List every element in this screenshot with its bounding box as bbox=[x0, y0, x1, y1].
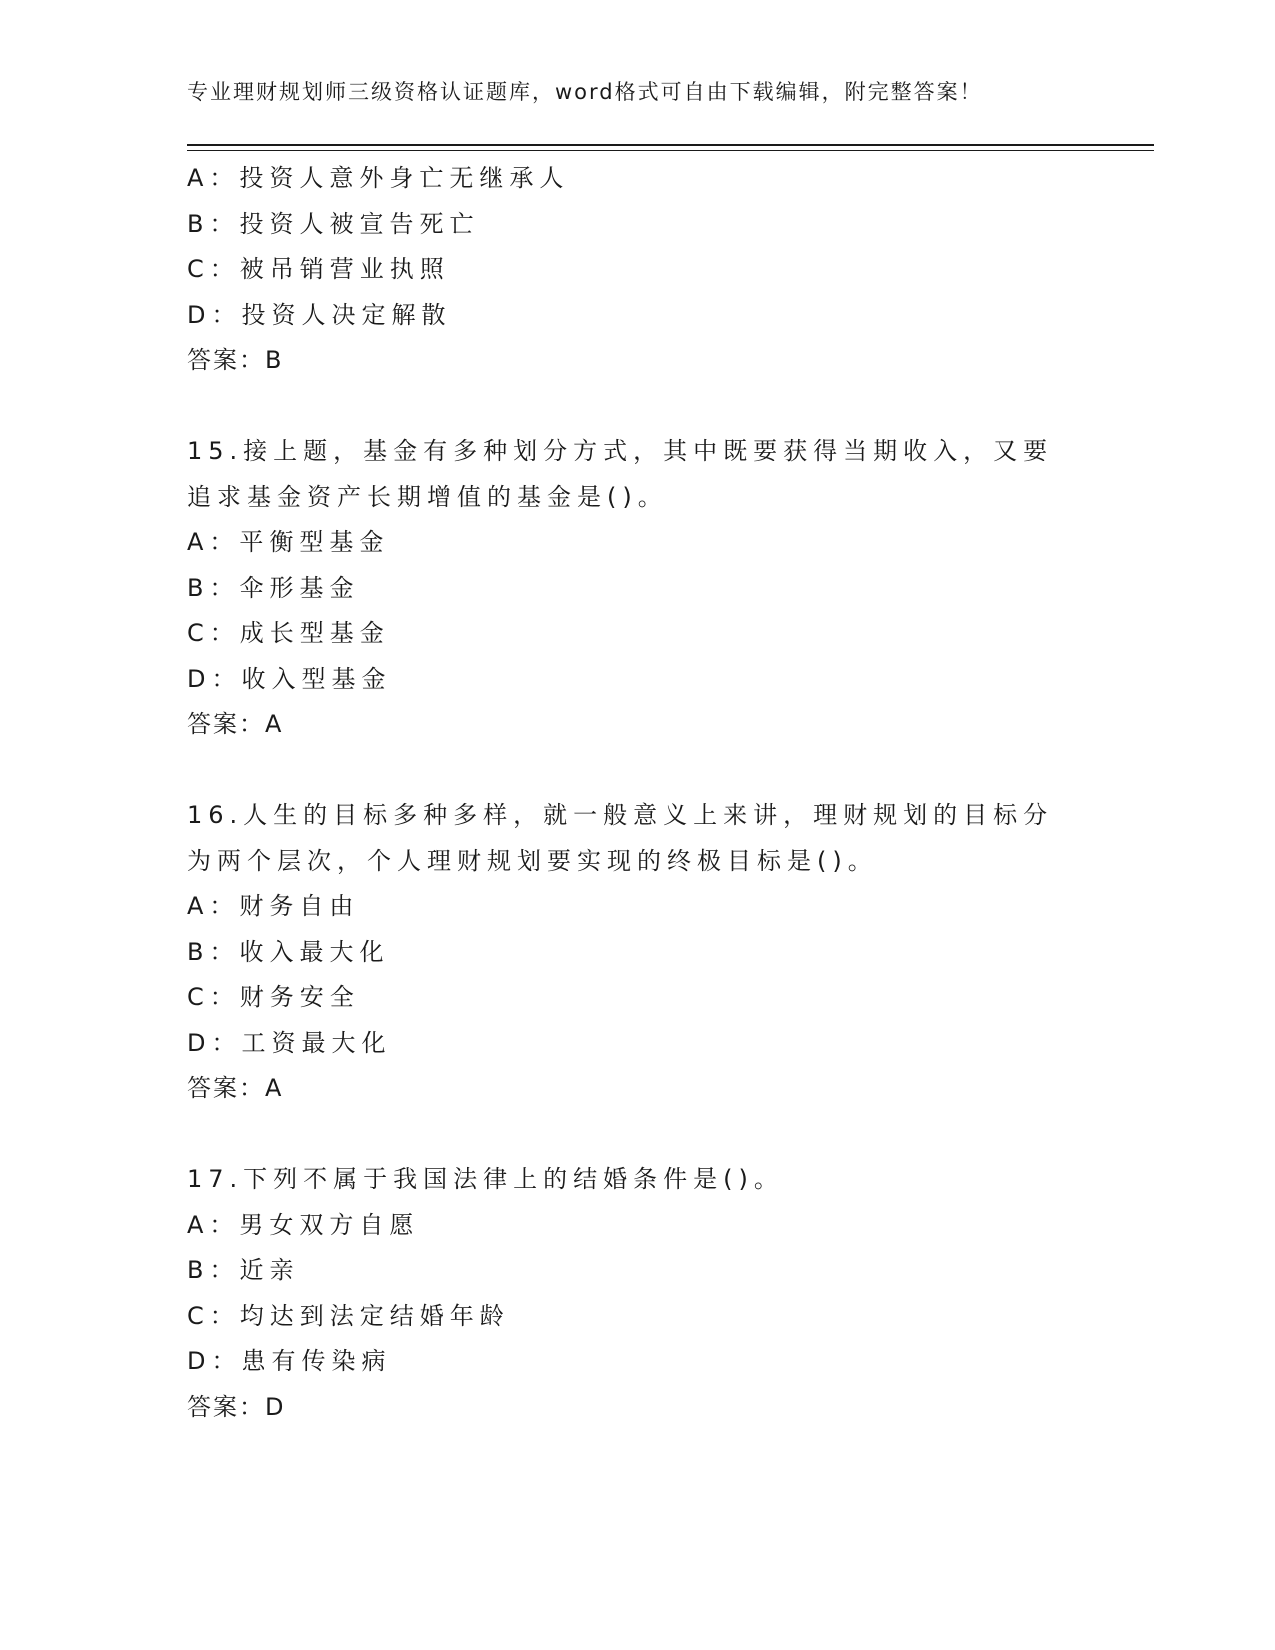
option-a: A：平衡型基金 bbox=[187, 528, 390, 556]
option-c: C：被吊销营业执照 bbox=[187, 255, 450, 283]
option-b: B：近亲 bbox=[187, 1256, 300, 1284]
option-c: C：均达到法定结婚年龄 bbox=[187, 1301, 510, 1330]
option-c: C：财务安全 bbox=[187, 983, 360, 1011]
option-a: A：投资人意外身亡无继承人 bbox=[187, 164, 570, 192]
option-b: B：投资人被宣告死亡 bbox=[187, 209, 480, 238]
option-b: B：收入最大化 bbox=[187, 937, 390, 966]
header-divider-thin bbox=[187, 150, 1154, 151]
answer-line: 答案：B bbox=[187, 346, 284, 374]
option-a: A：男女双方自愿 bbox=[187, 1210, 420, 1239]
option-a: A：财务自由 bbox=[187, 892, 360, 920]
option-d: D：收入型基金 bbox=[187, 664, 392, 693]
question-content bbox=[187, 156, 1087, 1430]
page-header: 专业理财规划师三级资格认证题库，word格式可自由下载编辑，附完整答案！ bbox=[187, 80, 983, 104]
header-divider bbox=[187, 144, 1154, 146]
question-16-text: 16.人生的目标多种多样，就一般意义上来讲，理财规划的目标分为两个层次，个人理财规划要实现的终极目标是()。 bbox=[187, 801, 1054, 875]
option-d: D：投资人决定解散 bbox=[187, 300, 452, 329]
question-15-text: 15.接上题，基金有多种划分方式，其中既要获得当期收入，又要追求基金资产长期增值的基金是()。 bbox=[187, 437, 1054, 511]
option-b: B：伞形基金 bbox=[187, 573, 360, 602]
answer-line: 答案：A bbox=[187, 710, 284, 738]
answer-line: 答案：A bbox=[187, 1074, 284, 1102]
question-17-text: 17.下列不属于我国法律上的结婚条件是()。 bbox=[187, 1165, 784, 1193]
option-c: C：成长型基金 bbox=[187, 619, 390, 647]
option-d: D：患有传染病 bbox=[187, 1347, 392, 1375]
answer-line: 答案：D bbox=[187, 1392, 286, 1421]
option-d: D：工资最大化 bbox=[187, 1028, 392, 1057]
